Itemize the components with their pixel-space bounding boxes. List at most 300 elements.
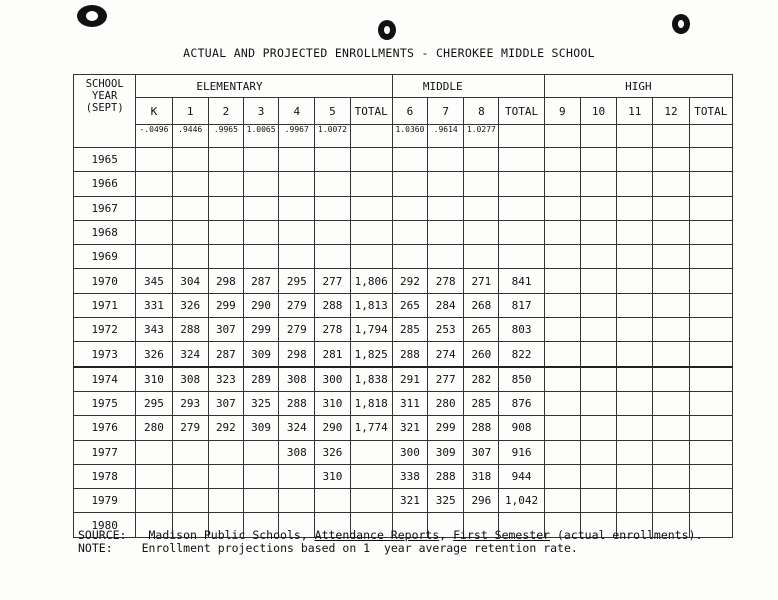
enrollment-cell: 288 [172,318,208,342]
grade-header: K [136,98,172,125]
note-label: NOTE: [78,541,113,555]
enrollment-cell [208,172,243,196]
enrollment-cell [580,172,616,196]
enrollment-cell: 822 [499,342,544,367]
grade-header: 9 [544,98,580,125]
enrollment-cell [499,220,544,244]
enrollment-cell [208,464,243,488]
enrollment-cell: 841 [499,269,544,293]
school-year-cell: 1974 [74,367,136,392]
enrollment-cell [350,464,392,488]
enrollment-cell [617,172,653,196]
enrollment-cell [243,245,278,269]
enrollment-cell [315,489,350,513]
enrollment-cell: 265 [464,318,499,342]
enrollment-cell [279,464,315,488]
year-label-line: YEAR [92,90,118,102]
enrollment-cell [689,440,732,464]
enrollment-cell: 308 [172,367,208,392]
enrollment-cell: 309 [243,416,278,440]
retention-rate: .9614 [428,125,464,148]
retention-rate [350,125,392,148]
enrollment-cell [315,245,350,269]
table-row [74,416,733,440]
grade-header: 12 [653,98,689,125]
enrollment-cell: 308 [279,367,315,392]
enrollment-cell [315,172,350,196]
enrollment-cell [464,245,499,269]
enrollment-cell [580,318,616,342]
enrollment-cell: 288 [464,416,499,440]
grade-header: 11 [617,98,653,125]
enrollment-cell: 253 [428,318,464,342]
enrollment-cell [544,172,580,196]
school-year-cell: 1975 [74,391,136,415]
enrollment-cell [580,391,616,415]
enrollment-cell: 277 [315,269,350,293]
enrollment-cell [428,148,464,172]
grade-header: 8 [464,98,499,125]
enrollment-cell: 1,794 [350,318,392,342]
school-year-header [74,75,136,148]
enrollment-cell [653,367,689,392]
school-year-cell: 1972 [74,318,136,342]
enrollment-cell [653,489,689,513]
enrollment-cell [279,245,315,269]
enrollment-cell: 298 [279,342,315,367]
source-text: , [439,528,454,542]
retention-rate [689,125,732,148]
enrollment-cell: 307 [464,440,499,464]
enrollment-cell [617,293,653,317]
school-year-cell: 1970 [74,269,136,293]
grade-header: 7 [428,98,464,125]
enrollment-cell [315,220,350,244]
enrollment-cell [544,464,580,488]
enrollment-cell: 803 [499,318,544,342]
enrollment-cell [315,148,350,172]
enrollment-cell: 284 [428,293,464,317]
enrollment-cell [172,148,208,172]
source-label: SOURCE: [78,528,127,542]
enrollment-cell [617,440,653,464]
enrollment-cell: 1,825 [350,342,392,367]
enrollment-cell: 309 [428,440,464,464]
enrollment-cell [499,245,544,269]
enrollment-cell: 298 [208,269,243,293]
enrollment-cell [392,172,427,196]
enrollment-cell [243,464,278,488]
enrollment-cell [350,148,392,172]
enrollment-cell: 293 [172,391,208,415]
enrollment-cell: 343 [136,318,172,342]
enrollment-cell: 307 [208,391,243,415]
enrollment-cell: 288 [315,293,350,317]
enrollment-cell [350,245,392,269]
source-underlined: First Semester [453,528,551,542]
enrollment-cell [653,245,689,269]
enrollment-cell [392,196,427,220]
enrollment-cell: 1,774 [350,416,392,440]
enrollment-cell: 300 [392,440,427,464]
school-year-cell: 1969 [74,245,136,269]
enrollment-cell [172,196,208,220]
enrollment-cell: 299 [428,416,464,440]
enrollment-cell [544,245,580,269]
enrollment-cell: 281 [315,342,350,367]
enrollment-cell [172,245,208,269]
enrollment-cell: 310 [136,367,172,392]
enrollment-cell [208,440,243,464]
enrollment-cell [580,148,616,172]
enrollment-cell [617,220,653,244]
enrollment-cell [689,342,732,367]
enrollment-cell: 324 [172,342,208,367]
enrollment-cell: 278 [428,269,464,293]
enrollment-cell [617,196,653,220]
source-text: (actual enrollments). [550,528,703,542]
enrollment-cell [243,196,278,220]
enrollment-cell [136,464,172,488]
enrollment-cell: 279 [172,416,208,440]
enrollment-cell [689,172,732,196]
table-row [74,148,733,172]
enrollment-cell: 1,806 [350,269,392,293]
enrollment-cell: 308 [279,440,315,464]
enrollment-cell [464,196,499,220]
table-row [74,489,733,513]
enrollment-cell: 288 [392,342,427,367]
enrollment-cell [428,245,464,269]
retention-rate: 1.0360 [392,125,427,148]
enrollment-cell [136,440,172,464]
enrollment-cell: 309 [243,342,278,367]
enrollment-cell [689,464,732,488]
table-row [74,367,733,392]
enrollment-cell [653,172,689,196]
enrollment-cell: 338 [392,464,427,488]
enrollment-cell [580,440,616,464]
table-row [74,172,733,196]
enrollment-cell [136,148,172,172]
enrollment-cell [580,293,616,317]
enrollment-cell [689,416,732,440]
enrollment-cell: 916 [499,440,544,464]
enrollment-cell [243,220,278,244]
enrollment-cell: 279 [279,293,315,317]
enrollment-cell [544,367,580,392]
enrollment-cell: 318 [464,464,499,488]
year-label-line: (SEPT) [85,102,124,114]
enrollment-cell: 292 [208,416,243,440]
enrollment-cell: 311 [392,391,427,415]
enrollment-cell [653,196,689,220]
enrollment-cell [544,391,580,415]
enrollment-cell: 280 [136,416,172,440]
enrollment-cell: 310 [315,464,350,488]
enrollment-cell: 299 [243,318,278,342]
table-row [74,318,733,342]
school-year-cell: 1973 [74,342,136,367]
school-year-cell: 1966 [74,172,136,196]
enrollment-cell [172,440,208,464]
enrollment-cell [136,220,172,244]
enrollment-cell [653,342,689,367]
enrollment-table [73,74,733,538]
enrollment-cell [580,220,616,244]
grade-header: TOTAL [350,98,392,125]
enrollment-cell [464,148,499,172]
retention-rate: .9965 [208,125,243,148]
grade-header: TOTAL [689,98,732,125]
enrollment-cell: 287 [208,342,243,367]
binder-hole-icon [77,5,107,27]
enrollment-cell: 289 [243,367,278,392]
enrollment-cell [544,318,580,342]
page-title: ACTUAL AND PROJECTED ENROLLMENTS - CHEROKEE MIDDLE SCHOOL [183,46,595,60]
enrollment-cell: 299 [208,293,243,317]
binder-hole-icon [378,20,396,40]
school-year-cell: 1965 [74,148,136,172]
enrollment-cell: 290 [315,416,350,440]
school-year-cell: 1968 [74,220,136,244]
enrollment-cell [617,148,653,172]
enrollment-cell [499,172,544,196]
enrollment-cell [350,196,392,220]
enrollment-cell [208,148,243,172]
enrollment-cell [544,196,580,220]
enrollment-cell [243,172,278,196]
table-row [74,440,733,464]
enrollment-cell [653,220,689,244]
projection-note [78,542,578,555]
school-year-cell: 1980 [74,513,136,537]
enrollment-cell [653,440,689,464]
retention-rate: -.0496 [136,125,172,148]
enrollment-cell [617,269,653,293]
table-row [74,293,733,317]
enrollment-cell: 1,813 [350,293,392,317]
enrollment-cell: 282 [464,367,499,392]
enrollment-cell [580,489,616,513]
source-text: Madison Public Schools, [148,528,315,542]
enrollment-cell: 326 [315,440,350,464]
enrollment-cell [689,269,732,293]
enrollment-cell [580,245,616,269]
enrollment-cell [689,318,732,342]
enrollment-cell [428,220,464,244]
enrollment-cell [544,269,580,293]
enrollment-cell [653,464,689,488]
grade-header: 5 [315,98,350,125]
enrollment-cell: 288 [279,391,315,415]
school-year-cell: 1967 [74,196,136,220]
enrollment-cell [653,269,689,293]
enrollment-cell [544,148,580,172]
enrollment-cell [689,367,732,392]
enrollment-cell [653,416,689,440]
enrollment-cell [653,148,689,172]
enrollment-cell: 876 [499,391,544,415]
enrollment-cell [617,318,653,342]
enrollment-cell [136,245,172,269]
enrollment-cell [208,489,243,513]
enrollment-cell [208,245,243,269]
enrollment-cell [464,220,499,244]
enrollment-cell [689,245,732,269]
enrollment-cell: 908 [499,416,544,440]
enrollment-cell: 325 [428,489,464,513]
retention-rate: .9446 [172,125,208,148]
enrollment-cell [689,148,732,172]
grade-header: TOTAL [499,98,544,125]
enrollment-cell: 304 [172,269,208,293]
retention-rate [653,125,689,148]
enrollment-cell [315,196,350,220]
enrollment-cell [544,220,580,244]
enrollment-cell: 271 [464,269,499,293]
enrollment-cell [172,489,208,513]
enrollment-cell: 310 [315,391,350,415]
school-year-cell: 1979 [74,489,136,513]
table-row [74,464,733,488]
enrollment-cell [544,440,580,464]
enrollment-cell [172,464,208,488]
enrollment-cell: 295 [136,391,172,415]
table-row [74,269,733,293]
enrollment-cell [499,196,544,220]
enrollment-cell [350,220,392,244]
table-row [74,391,733,415]
enrollment-cell [243,489,278,513]
enrollment-cell [499,148,544,172]
enrollment-cell: 280 [428,391,464,415]
enrollment-cell [392,148,427,172]
enrollment-cell: 326 [136,342,172,367]
enrollment-cell [172,172,208,196]
enrollment-cell [617,464,653,488]
enrollment-cell: 321 [392,489,427,513]
enrollment-cell [544,416,580,440]
group-header-high: HIGH [544,75,732,98]
enrollment-cell [279,196,315,220]
enrollment-cell [653,318,689,342]
enrollment-cell: 279 [279,318,315,342]
school-year-cell: 1977 [74,440,136,464]
enrollment-cell [580,196,616,220]
enrollment-cell: 1,838 [350,367,392,392]
enrollment-cell [580,464,616,488]
enrollment-cell [208,196,243,220]
grade-header: 10 [580,98,616,125]
school-year-cell: 1976 [74,416,136,440]
enrollment-cell: 321 [392,416,427,440]
enrollment-cell: 290 [243,293,278,317]
enrollment-cell: 291 [392,367,427,392]
enrollment-cell: 296 [464,489,499,513]
enrollment-cell: 1,042 [499,489,544,513]
enrollment-cell [279,489,315,513]
retention-rate: 1.0072 [315,125,350,148]
enrollment-cell [136,172,172,196]
enrollment-cell: 287 [243,269,278,293]
table-row [74,342,733,367]
grade-header: 3 [243,98,278,125]
enrollment-cell [689,293,732,317]
retention-rate [499,125,544,148]
grade-header: 2 [208,98,243,125]
enrollment-cell [136,196,172,220]
enrollment-cell: 323 [208,367,243,392]
enrollment-cell [428,196,464,220]
enrollment-cell [617,416,653,440]
enrollment-cell: 274 [428,342,464,367]
enrollment-cell: 285 [464,391,499,415]
enrollment-cell [689,220,732,244]
enrollment-cell [279,148,315,172]
enrollment-cell [350,489,392,513]
school-year-cell: 1978 [74,464,136,488]
enrollment-cell [208,220,243,244]
retention-rate [580,125,616,148]
school-year-cell: 1971 [74,293,136,317]
enrollment-cell: 817 [499,293,544,317]
enrollment-cell [689,391,732,415]
enrollment-cell [279,220,315,244]
enrollment-cell [243,440,278,464]
enrollment-cell: 288 [428,464,464,488]
table-row [74,245,733,269]
enrollment-cell [350,172,392,196]
binder-hole-icon [672,14,690,34]
retention-rate: .9967 [279,125,315,148]
enrollment-cell [279,172,315,196]
enrollment-cell [428,172,464,196]
enrollment-cell [617,391,653,415]
enrollment-cell: 345 [136,269,172,293]
enrollment-cell [544,342,580,367]
enrollment-cell: 285 [392,318,427,342]
grade-header: 1 [172,98,208,125]
enrollment-cell [653,391,689,415]
enrollment-cell: 944 [499,464,544,488]
enrollment-cell [392,245,427,269]
group-header-elementary: ELEMENTARY [136,75,393,98]
enrollment-cell: 278 [315,318,350,342]
enrollment-cell [544,293,580,317]
enrollment-cell: 260 [464,342,499,367]
enrollment-cell [243,148,278,172]
enrollment-cell [689,196,732,220]
enrollment-cell: 295 [279,269,315,293]
enrollment-cell [580,416,616,440]
enrollment-cell [136,489,172,513]
enrollment-cell: 300 [315,367,350,392]
enrollment-cell: 1,818 [350,391,392,415]
enrollment-cell [617,367,653,392]
enrollment-cell [350,440,392,464]
grade-header: 6 [392,98,427,125]
enrollment-cell [617,245,653,269]
enrollment-cell: 265 [392,293,427,317]
enrollment-cell [580,269,616,293]
enrollment-cell [392,220,427,244]
note-text: Enrollment projections based on 1 year average retention rate. [141,541,578,555]
table-row [74,196,733,220]
year-label-line: SCHOOL [85,78,124,90]
enrollment-cell: 850 [499,367,544,392]
enrollment-cell: 331 [136,293,172,317]
